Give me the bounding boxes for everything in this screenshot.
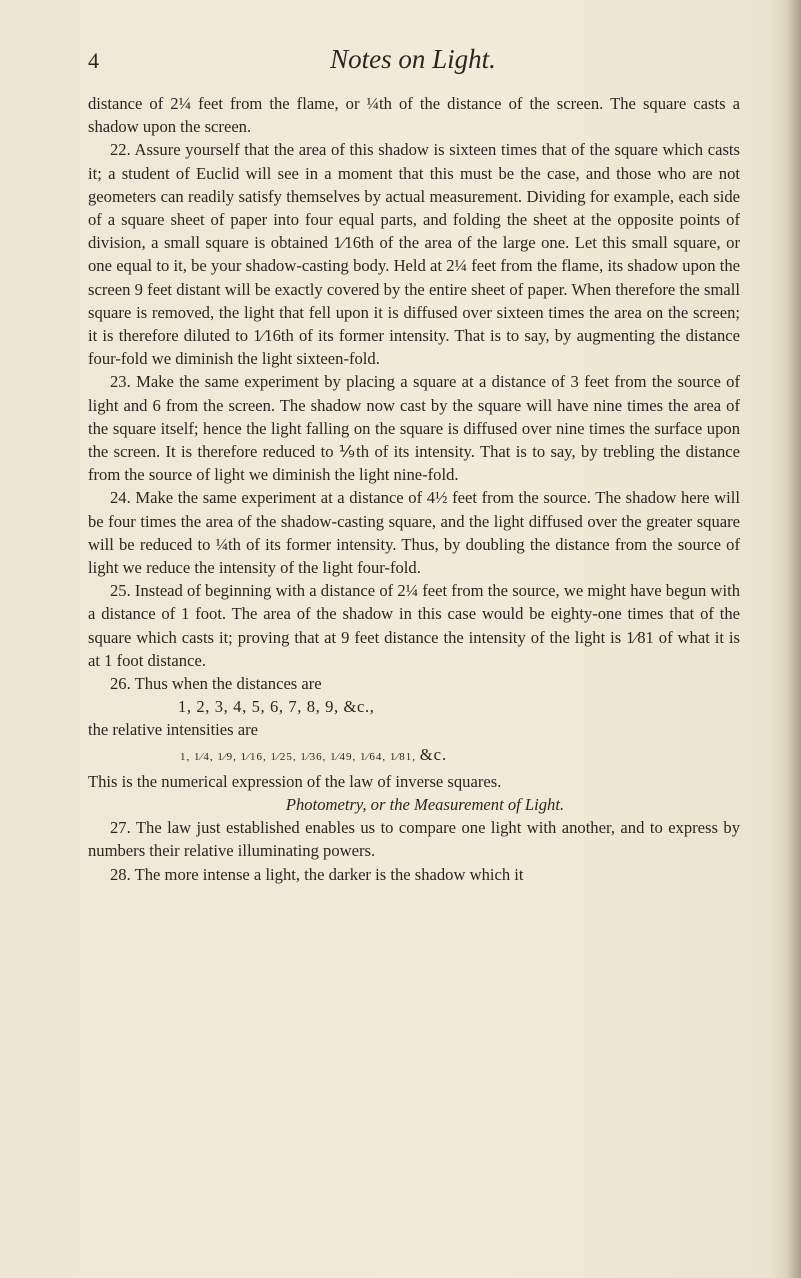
law-conclusion: This is the numerical expression of the law of inverse squares. bbox=[88, 771, 502, 791]
intensities-etc: &c. bbox=[419, 744, 448, 764]
paragraph-28: 28. The more intense a light, the darker is the shadow which it bbox=[110, 864, 524, 884]
section-title: Photometry, or the Measurement of Light. bbox=[285, 794, 565, 814]
running-title: Notes on Light. bbox=[330, 44, 496, 74]
distances-series: 1, 2, 3, 4, 5, 6, 7, 8, 9, &c., bbox=[178, 697, 375, 717]
intensities-intro: the relative intensities are bbox=[88, 720, 259, 740]
paragraph-26: 26. Thus when the distances are bbox=[110, 674, 322, 694]
paragraph-23: 23. Make the same experiment by placing a square at a distance of 3 feet from the source of light and 6 from the screen. The shadow now cast by the square will have nine times the area of the square itself; hence the light falling on the square is diffused over nine times the surface upon the screen. It is therefore reduced to ⅑th of its intensity. That is to say, by trebling the distance from the source of light we diminish the light nine-fold. bbox=[88, 372, 740, 485]
paragraph-25: 25. Instead of beginning with a distance of 2¼ feet from the source, we might have begun with a distance of 1 foot. The area of the shadow in this case would be eighty-one times that of the square which casts it; proving that at 9 feet distance the intensity of the light is 1⁄81 of what it is at 1 foot distance. bbox=[88, 581, 740, 670]
paragraph-22: 22. Assure yourself that the area of this shadow is sixteen times that of the square which casts it; a student of Euclid will see in a moment that this must be the case, and those who are not geometers can readily satisfy themselves by actual measurement. Dividing for example, each side of a square sheet of paper into four equal parts, and folding the sheet at the opposite points of division, a small square is obtained 1⁄16th of the area of the large one. Let this small square, or one equal to it, be your shadow-casting body. Held at 2¼ feet from the flame, its shadow upon the screen 9 feet distant will be exactly covered by the entire sheet of paper. When therefore the small square is removed, the light that fell upon it is diffused over sixteen times the area on the screen; it is therefore diluted to 1⁄16th of its former intensity. That is to say, by augmenting the distance four-fold we diminish the light sixteen-fold. bbox=[88, 140, 740, 369]
page-edge-shadow bbox=[787, 0, 801, 1278]
intensities-fractions: 1, 1⁄4, 1⁄9, 1⁄16, 1⁄25, 1⁄36, 1⁄49, 1⁄64, 1⁄81, bbox=[180, 750, 416, 763]
body-text bbox=[88, 92, 740, 886]
intensities-series bbox=[88, 742, 740, 770]
page-number: 4 bbox=[88, 48, 99, 73]
page-header bbox=[88, 44, 738, 84]
paragraph-continued: distance of 2¼ feet from the flame, or ¼th of the distance of the screen. The square casts a shadow upon the screen. bbox=[88, 94, 740, 137]
paragraph-27: 27. The law just established enables us to compare one light with another, and to express by numbers their relative illuminating powers. bbox=[88, 818, 740, 861]
paragraph-24: 24. Make the same experiment at a distance of 4½ feet from the source. The shadow here will be four times the area of the shadow-casting square, and the light diffused over the greater square will be reduced to ¼th of its former intensity. Thus, by doubling the distance from the source of light we reduce the intensity of the light four-fold. bbox=[88, 488, 740, 578]
